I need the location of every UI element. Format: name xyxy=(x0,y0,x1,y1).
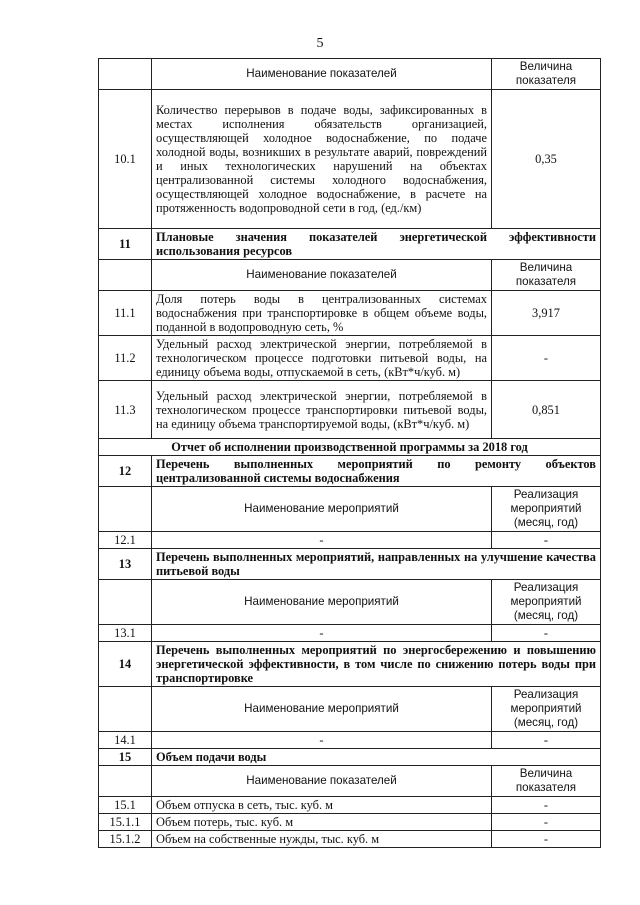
table-row xyxy=(99,831,601,848)
section-number: 11 xyxy=(99,229,152,260)
row-value: - xyxy=(492,732,601,749)
header-value: Величина показателя xyxy=(492,260,601,291)
header-realization: Реализация мероприятий (месяц, год) xyxy=(492,687,601,732)
table-header-row xyxy=(99,580,601,625)
section-row xyxy=(99,549,601,580)
section-number: 15 xyxy=(99,749,152,766)
table-row xyxy=(99,625,601,642)
row-value: 0,35 xyxy=(492,90,601,229)
row-text: - xyxy=(152,532,492,549)
row-number: 15.1 xyxy=(99,797,152,814)
table-row xyxy=(99,797,601,814)
header-measures: Наименование мероприятий xyxy=(152,687,492,732)
row-number: 12.1 xyxy=(99,532,152,549)
header-value: Величина показателя xyxy=(492,59,601,90)
section-number: 12 xyxy=(99,456,152,487)
section-row xyxy=(99,229,601,260)
row-text: Объем отпуска в сеть, тыс. куб. м xyxy=(152,797,492,814)
table-row xyxy=(99,814,601,831)
row-text: - xyxy=(152,732,492,749)
row-number: 10.1 xyxy=(99,90,152,229)
row-value: 0,851 xyxy=(492,381,601,439)
section-title: Перечень выполненных мероприятий по энергосбережению и повышению энергетической эффективности, в том числе по снижению потерь воды при транспортировке xyxy=(152,642,601,687)
table-header-row xyxy=(99,766,601,797)
row-text: Удельный расход электрической энергии, потребляемой в технологическом процессе транспортировки питьевой воды, на единицу объема транспортируемой воды, (кВт*ч/куб. м) xyxy=(152,381,492,439)
section-row xyxy=(99,749,601,766)
section-title: Объем подачи воды xyxy=(152,749,601,766)
header-realization: Реализация мероприятий (месяц, год) xyxy=(492,487,601,532)
table-row xyxy=(99,532,601,549)
row-value: 3,917 xyxy=(492,291,601,336)
table-row xyxy=(99,90,601,229)
indicators-table xyxy=(98,58,601,848)
table-header-row xyxy=(99,487,601,532)
header-realization: Реализация мероприятий (месяц, год) xyxy=(492,580,601,625)
row-text: - xyxy=(152,625,492,642)
page-number: 5 xyxy=(316,36,324,51)
section-number: 14 xyxy=(99,642,152,687)
header-indicators: Наименование показателей xyxy=(152,766,492,797)
table-row xyxy=(99,381,601,439)
section-title: Перечень выполненных мероприятий, направленных на улучшение качества питьевой воды xyxy=(152,549,601,580)
row-number: 15.1.2 xyxy=(99,831,152,848)
row-text: Доля потерь воды в централизованных системах водоснабжения при транспортировке в общем объеме воды, поданной в водопроводную сеть, % xyxy=(152,291,492,336)
header-measures: Наименование мероприятий xyxy=(152,580,492,625)
table-row xyxy=(99,291,601,336)
header-indicators: Наименование показателей xyxy=(152,260,492,291)
row-text: Объем потерь, тыс. куб. м xyxy=(152,814,492,831)
table-header-row xyxy=(99,260,601,291)
row-number: 11.3 xyxy=(99,381,152,439)
row-value: - xyxy=(492,797,601,814)
row-number: 13.1 xyxy=(99,625,152,642)
row-value: - xyxy=(492,625,601,642)
row-number: 14.1 xyxy=(99,732,152,749)
section-number: 13 xyxy=(99,549,152,580)
table-row xyxy=(99,336,601,381)
report-title-row xyxy=(99,439,601,456)
table-header-row xyxy=(99,59,601,90)
table-row xyxy=(99,732,601,749)
row-text: Количество перерывов в подаче воды, зафиксированных в местах исполнения обязательств организацией, осуществляющей холодное водоснабжение, по подаче холодной воды, возникших в результате аварий, повреждений и иных технологических нарушений на объектах централизованной системы холодного водоснабжения, осуществляющей холодное водоснабжение, в расчете на протяженность водопроводной сети в год, (ед./км) xyxy=(152,90,492,229)
row-value: - xyxy=(492,831,601,848)
row-text: Объем на собственные нужды, тыс. куб. м xyxy=(152,831,492,848)
header-indicators: Наименование показателей xyxy=(152,59,492,90)
report-title: Отчет об исполнении производственной программы за 2018 год xyxy=(99,439,601,456)
section-row xyxy=(99,456,601,487)
section-row xyxy=(99,642,601,687)
header-value: Величина показателя xyxy=(492,766,601,797)
row-number: 11.2 xyxy=(99,336,152,381)
table-header-row xyxy=(99,687,601,732)
row-number: 15.1.1 xyxy=(99,814,152,831)
section-title: Перечень выполненных мероприятий по ремонту объектов централизованной системы водоснабжения xyxy=(152,456,601,487)
row-value: - xyxy=(492,814,601,831)
row-value: - xyxy=(492,336,601,381)
row-number: 11.1 xyxy=(99,291,152,336)
row-text: Удельный расход электрической энергии, потребляемой в технологическом процессе подготовки питьевой воды, на единицу объема воды, отпускаемой в сеть, (кВт*ч/куб. м) xyxy=(152,336,492,381)
row-value: - xyxy=(492,532,601,549)
section-title: Плановые значения показателей энергетической эффективности использования ресурсов xyxy=(152,229,601,260)
header-measures: Наименование мероприятий xyxy=(152,487,492,532)
